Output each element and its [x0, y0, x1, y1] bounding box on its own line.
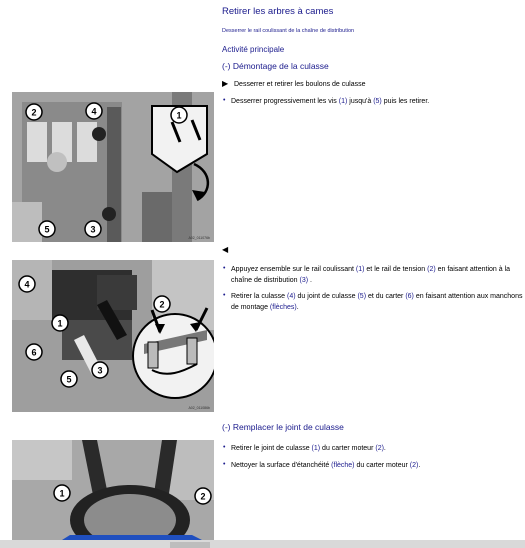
callout-1: 1: [176, 110, 182, 121]
bullet-glyph: •: [223, 265, 226, 272]
figure-id: A02_011076b: [188, 236, 210, 240]
figure-id: A02_011086b: [188, 406, 210, 410]
callout-5: 5: [66, 374, 72, 385]
bullet-appuyez: Appuyez ensemble sur le rail coulissant (1) et le rail de tension (2) en faisant attention à la chaîne de distribution (3) .: [231, 266, 511, 284]
step-arrow-icon: ▶: [222, 79, 229, 88]
bullet-glyph: •: [223, 444, 226, 451]
bullet-glyph: •: [223, 97, 226, 104]
heading-remplacer-joint: (-) Remplacer le joint de culasse: [222, 422, 344, 432]
callout-3: 3: [97, 365, 103, 376]
callout-6: 6: [31, 347, 37, 358]
callout-1: 1: [59, 488, 65, 499]
callout-1: 1: [57, 318, 63, 329]
figure-cylinder-head-removal: [12, 260, 214, 412]
bullet-desserrer: Desserrer progressivement les vis (1) jusqu'à (5) puis les retirer.: [231, 98, 430, 105]
bullet-glyph: •: [223, 461, 226, 468]
callout-2: 2: [31, 107, 37, 118]
callout-2: 2: [159, 299, 165, 310]
figure-head-gasket: [12, 440, 214, 540]
callout-5: 5: [44, 224, 50, 235]
heading-demontage: (-) Démontage de la culasse: [222, 61, 329, 71]
activity-label: Activité principale: [222, 45, 285, 54]
back-arrow-icon: ◀: [222, 245, 229, 254]
callout-3: 3: [90, 224, 96, 235]
bullet-retirer-culasse: Retirer la culasse (4) du joint de culasse (5) et du carter (6) en faisant attention aux manchons de montage (flèches).: [231, 293, 523, 311]
bullet-glyph: •: [223, 292, 226, 299]
subtitle: Desserrer le rail coulissant de la chaîne de distribution: [222, 28, 355, 34]
section-title: Retirer les arbres à cames: [222, 6, 334, 17]
page-footer-bar: [0, 540, 525, 548]
callout-2: 2: [200, 491, 206, 502]
bullet-retirer-joint: Retirer le joint de culasse (1) du carter moteur (2).: [231, 445, 386, 452]
bullet-nettoyer: Nettoyer la surface d'étanchéité (flèche) du carter moteur (2).: [231, 462, 421, 469]
callout-4: 4: [24, 279, 30, 290]
callout-4: 4: [91, 106, 97, 117]
page-footer-tab: [170, 542, 210, 548]
figure-cylinder-head-bolts: [12, 92, 214, 242]
step-text: Desserrer et retirer les boulons de culasse: [234, 81, 366, 88]
